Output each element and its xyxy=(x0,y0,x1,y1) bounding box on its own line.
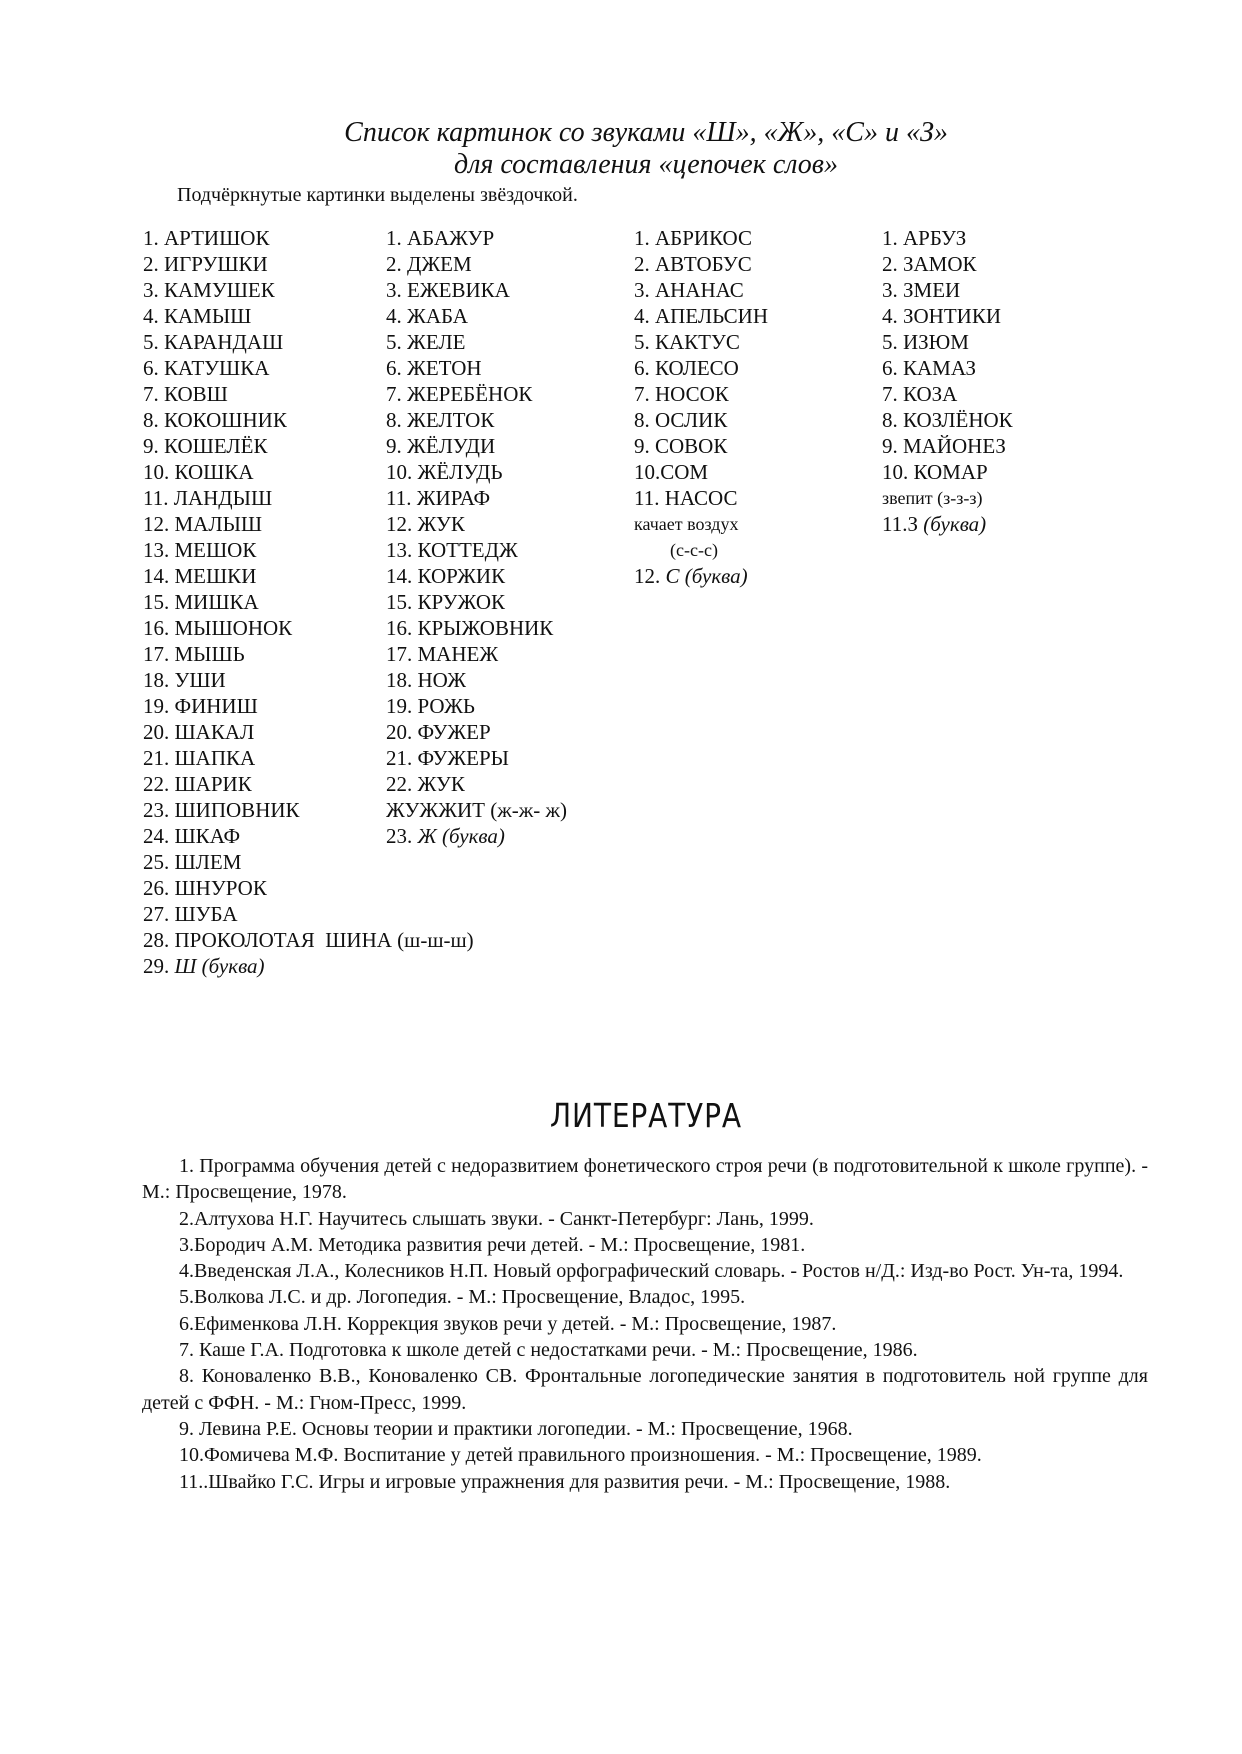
item-word: МЫШЬ xyxy=(174,642,245,666)
item-word: ЖЕТОН xyxy=(407,356,482,380)
item-number: 13. xyxy=(386,538,418,562)
item-number: 2. xyxy=(386,252,407,276)
list-item xyxy=(634,251,768,277)
item-word: (с-с-с) xyxy=(670,540,718,560)
item-word: ОСЛИК xyxy=(655,408,728,432)
word-list-zh xyxy=(386,225,567,849)
item-number: 11. xyxy=(386,486,417,510)
item-number: 12. xyxy=(634,564,666,588)
document-subtitle: для составления «цепочек слов» xyxy=(454,149,838,180)
list-item xyxy=(882,329,1013,355)
item-word: МАНЕЖ xyxy=(417,642,499,666)
item-number: 10. xyxy=(634,460,661,484)
item-word: АПЕЛЬСИН xyxy=(655,304,768,328)
reference-item: 3.Бородич А.М. Методика развития речи детей. - М.: Просвещение, 1981. xyxy=(179,1233,806,1256)
item-word: ЖУЖЖИТ (ж-ж- ж) xyxy=(386,798,568,822)
item-number: 22. xyxy=(386,772,418,796)
item-number: 23. xyxy=(386,824,418,848)
list-item xyxy=(634,355,768,381)
item-number: 20. xyxy=(386,720,418,744)
item-word: ШАРИК xyxy=(174,772,252,796)
item-number: 6. xyxy=(386,356,407,380)
item-number: 10. xyxy=(386,460,418,484)
list-item xyxy=(634,485,768,511)
document-title: Список картинок со звуками «Ш», «Ж», «С» и «З» xyxy=(344,117,948,148)
list-item xyxy=(634,303,768,329)
list-item xyxy=(634,433,768,459)
item-number: 9. xyxy=(143,434,164,458)
item-word: звепит (з-з-з) xyxy=(882,488,983,508)
item-number: 17. xyxy=(386,642,418,666)
item-italic: Ш (буква) xyxy=(174,954,265,978)
item-number: 9. xyxy=(634,434,655,458)
item-number: 26. xyxy=(143,876,175,900)
item-word: ЛАНДЫШ xyxy=(173,486,273,510)
list-item xyxy=(386,485,567,511)
reference-item: 4.Введенская Л.А., Колесников Н.П. Новый орфографический словарь. - Ростов н/Д.: Изд-во Рост. Ун-та, 1994. xyxy=(179,1260,1124,1283)
item-number: 12. xyxy=(386,512,418,536)
item-word: ФУЖЕРЫ xyxy=(417,746,509,770)
list-item xyxy=(882,485,1013,511)
item-word: ДЖЕМ xyxy=(407,252,472,276)
note-text: Подчёркнутые картинки выделены звёздочкой. xyxy=(177,184,578,206)
item-word: КАТУШКА xyxy=(164,356,270,380)
item-number: 21. xyxy=(143,746,175,770)
item-word: КРУЖОК xyxy=(417,590,505,614)
item-number: 6. xyxy=(882,356,903,380)
item-number: 3. xyxy=(143,278,164,302)
item-number: 6. xyxy=(143,356,164,380)
item-number: 18. xyxy=(143,668,175,692)
list-item xyxy=(143,901,474,927)
item-word: АВТОБУС xyxy=(655,252,752,276)
item-number: 10. xyxy=(882,460,914,484)
list-item xyxy=(386,693,567,719)
item-italic: С (буква) xyxy=(665,564,748,588)
item-word: ЖУК xyxy=(417,772,465,796)
item-number: 7. xyxy=(386,382,407,406)
item-word: МИШКА xyxy=(174,590,259,614)
list-item xyxy=(882,303,1013,329)
list-item xyxy=(386,329,567,355)
list-item xyxy=(386,667,567,693)
item-number: 4. xyxy=(634,304,655,328)
reference-item: 8. Коноваленко В.В., Коноваленко СВ. Фронтальные логопедические занятия в подготовитель ной группе для детей с ФФН. - М.: Гном-Пресс, 1999. xyxy=(142,1365,1148,1414)
item-word: АБАЖУР xyxy=(407,226,495,250)
item-word: МЕШОК xyxy=(174,538,257,562)
list-item xyxy=(882,355,1013,381)
item-word: КОШЕЛЁК xyxy=(164,434,268,458)
list-item xyxy=(882,433,1013,459)
item-number: 5. xyxy=(634,330,655,354)
item-number: 2. xyxy=(882,252,903,276)
list-item xyxy=(143,927,474,953)
item-word: ЖЕЛЕ xyxy=(407,330,466,354)
item-number: 15. xyxy=(386,590,418,614)
item-number: 1. xyxy=(386,226,407,250)
item-word: СОМ xyxy=(660,460,709,484)
item-number: 14. xyxy=(386,564,418,588)
item-word: ШИПОВНИК xyxy=(174,798,300,822)
list-item xyxy=(143,875,474,901)
item-word: ШКАФ xyxy=(174,824,241,848)
list-item xyxy=(386,641,567,667)
item-word: ШАКАЛ xyxy=(174,720,255,744)
item-word: РОЖЬ xyxy=(417,694,475,718)
item-word: СОВОК xyxy=(655,434,728,458)
item-number: 19. xyxy=(386,694,418,718)
item-word: ЗОНТИКИ xyxy=(903,304,1002,328)
list-item xyxy=(386,225,567,251)
reference-item: 1. Программа обучения детей с недоразвитием фонетического строя речи (в подготовительной к школе группе). - М.: Просвещение, 1978. xyxy=(142,1155,1148,1204)
list-item xyxy=(634,563,768,589)
item-number: 12. xyxy=(143,512,175,536)
list-item xyxy=(386,745,567,771)
list-item xyxy=(634,511,768,537)
list-item xyxy=(386,615,567,641)
item-number: 7. xyxy=(143,382,164,406)
word-list-z xyxy=(882,225,1013,537)
item-number: 20. xyxy=(143,720,175,744)
item-word: КОЗЛЁНОК xyxy=(903,408,1013,432)
list-item xyxy=(143,849,474,875)
list-item xyxy=(882,407,1013,433)
item-number: 4. xyxy=(386,304,407,328)
item-number: 24. xyxy=(143,824,175,848)
item-word: ШАПКА xyxy=(174,746,256,770)
item-word: ЖЕРЕБЁНОК xyxy=(407,382,533,406)
reference-item: 6.Ефименкова Л.Н. Коррекция звуков речи у детей. - М.: Просвещение, 1987. xyxy=(179,1312,837,1335)
item-number: 2. xyxy=(634,252,655,276)
list-item xyxy=(386,771,567,797)
list-item xyxy=(386,433,567,459)
item-word: ПРОКОЛОТАЯ ШИНА (ш-ш-ш) xyxy=(174,928,474,952)
list-item xyxy=(634,277,768,303)
item-word: АРБУЗ xyxy=(903,226,967,250)
item-number: 11. xyxy=(634,486,665,510)
item-number: 11. xyxy=(143,486,174,510)
item-number: 8. xyxy=(386,408,407,432)
item-word: КРЫЖОВНИК xyxy=(417,616,554,640)
list-item xyxy=(386,355,567,381)
item-word: МАЙОНЕЗ xyxy=(903,434,1006,458)
item-word: ФИНИШ xyxy=(174,694,258,718)
item-word: АРТИШОК xyxy=(164,226,270,250)
list-item xyxy=(634,225,768,251)
list-item xyxy=(386,537,567,563)
item-number: 8. xyxy=(882,408,903,432)
reference-list xyxy=(142,1153,1148,1495)
item-number: 1. xyxy=(634,226,655,250)
item-number: 17. xyxy=(143,642,175,666)
item-word: НОСОК xyxy=(655,382,729,406)
item-word: МЕШКИ xyxy=(174,564,257,588)
item-word: КОКОШНИК xyxy=(164,408,287,432)
item-number: 5. xyxy=(143,330,164,354)
list-item xyxy=(882,459,1013,485)
item-word: КАМАЗ xyxy=(903,356,977,380)
item-word: КАМЫШ xyxy=(164,304,252,328)
item-number: 29. xyxy=(143,954,175,978)
item-word: З xyxy=(907,512,924,536)
item-number: 22. xyxy=(143,772,175,796)
list-item xyxy=(386,511,567,537)
item-word: КОМАР xyxy=(913,460,988,484)
item-number: 5. xyxy=(882,330,903,354)
item-word: ШНУРОК xyxy=(174,876,267,900)
list-item xyxy=(882,381,1013,407)
list-item xyxy=(386,589,567,615)
item-number: 13. xyxy=(143,538,175,562)
item-word: АБРИКОС xyxy=(655,226,752,250)
list-item xyxy=(882,251,1013,277)
item-word: ЖЕЛТОК xyxy=(407,408,495,432)
list-item xyxy=(882,225,1013,251)
item-word: КОЗА xyxy=(903,382,958,406)
list-item xyxy=(386,719,567,745)
list-item xyxy=(634,381,768,407)
item-word: ЖЁЛУДИ xyxy=(407,434,496,458)
item-word: КАРАНДАШ xyxy=(164,330,284,354)
item-word: МЫШОНОК xyxy=(174,616,293,640)
list-item xyxy=(634,407,768,433)
item-word: ШУБА xyxy=(174,902,238,926)
item-word: ЖИРАФ xyxy=(416,486,491,510)
item-number: 1. xyxy=(882,226,903,250)
item-word: НАСОС xyxy=(664,486,738,510)
item-number: 25. xyxy=(143,850,175,874)
list-item xyxy=(386,563,567,589)
reference-item: 9. Левина Р.Е. Основы теории и практики логопедии. - М.: Просвещение, 1968. xyxy=(179,1417,853,1440)
list-item xyxy=(386,381,567,407)
item-word: МАЛЫШ xyxy=(174,512,263,536)
item-number: 21. xyxy=(386,746,418,770)
reference-item: 2.Алтухова Н.Г. Научитесь слышать звуки. - Санкт-Петербург: Лань, 1999. xyxy=(179,1207,814,1230)
item-word: ЗМЕИ xyxy=(903,278,961,302)
list-item xyxy=(882,277,1013,303)
item-number: 7. xyxy=(882,382,903,406)
item-word: качает воздух xyxy=(634,514,739,534)
item-number: 16. xyxy=(143,616,175,640)
item-number: 19. xyxy=(143,694,175,718)
item-word: ИГРУШКИ xyxy=(164,252,268,276)
item-word: ЖЁЛУДЬ xyxy=(417,460,503,484)
item-number: 11. xyxy=(882,512,908,536)
reference-item: 11..Швайко Г.С. Игры и игровые упражнения для развития речи. - М.: Просвещение, 1988. xyxy=(179,1470,951,1493)
item-number: 9. xyxy=(386,434,407,458)
item-word: НОЖ xyxy=(417,668,467,692)
item-word: ЗАМОК xyxy=(903,252,977,276)
list-item xyxy=(386,251,567,277)
list-item xyxy=(386,459,567,485)
list-item xyxy=(386,797,567,823)
item-italic: (буква) xyxy=(923,512,987,536)
item-word: КОТТЕДЖ xyxy=(417,538,518,562)
list-item xyxy=(386,823,567,849)
item-number: 27. xyxy=(143,902,175,926)
item-number: 1. xyxy=(143,226,164,250)
item-number: 4. xyxy=(143,304,164,328)
list-item xyxy=(143,953,474,979)
item-number: 28. xyxy=(143,928,175,952)
item-number: 3. xyxy=(634,278,655,302)
item-number: 7. xyxy=(634,382,655,406)
item-number: 14. xyxy=(143,564,175,588)
item-number: 2. xyxy=(143,252,164,276)
item-word: КОЛЕСО xyxy=(655,356,739,380)
item-word: УШИ xyxy=(174,668,226,692)
list-item xyxy=(386,303,567,329)
reference-item: 10.Фомичева М.Ф. Воспитание у детей правильного произношения. - М.: Просвещение, 1989. xyxy=(179,1444,982,1467)
list-item xyxy=(634,329,768,355)
reference-item: 7. Каше Г.А. Подготовка к школе детей с недостатками речи. - М.: Просвещение, 1986. xyxy=(179,1339,918,1362)
item-number: 9. xyxy=(882,434,903,458)
item-number: 3. xyxy=(386,278,407,302)
item-italic: Ж (буква) xyxy=(417,824,505,848)
item-word: КОШКА xyxy=(174,460,254,484)
list-item xyxy=(882,511,1013,537)
item-word: КОВШ xyxy=(164,382,228,406)
item-number: 8. xyxy=(143,408,164,432)
item-word: КАМУШЕК xyxy=(164,278,275,302)
item-word: АНАНАС xyxy=(655,278,744,302)
item-number: 23. xyxy=(143,798,175,822)
list-item xyxy=(386,407,567,433)
item-word: ИЗЮМ xyxy=(903,330,969,354)
item-number: 6. xyxy=(634,356,655,380)
item-number: 5. xyxy=(386,330,407,354)
list-item xyxy=(634,459,768,485)
word-list-s xyxy=(634,225,768,589)
item-word: ФУЖЕР xyxy=(417,720,491,744)
item-word: ЕЖЕВИКА xyxy=(407,278,510,302)
item-word: КОРЖИК xyxy=(417,564,506,588)
item-number: 18. xyxy=(386,668,418,692)
list-item xyxy=(634,537,768,563)
item-number: 3. xyxy=(882,278,903,302)
list-item xyxy=(386,277,567,303)
item-number: 4. xyxy=(882,304,903,328)
item-number: 15. xyxy=(143,590,175,614)
item-number: 16. xyxy=(386,616,418,640)
literature-heading: ЛИТЕРАТУРА xyxy=(550,1096,742,1135)
item-word: КАКТУС xyxy=(655,330,740,354)
item-word: ШЛЕМ xyxy=(174,850,242,874)
item-number: 10. xyxy=(143,460,175,484)
reference-item: 5.Волкова Л.С. и др. Логопедия. - М.: Просвещение, Владос, 1995. xyxy=(179,1286,746,1309)
item-word: ЖУК xyxy=(417,512,465,536)
item-number: 8. xyxy=(634,408,655,432)
item-word: ЖАБА xyxy=(407,304,468,328)
